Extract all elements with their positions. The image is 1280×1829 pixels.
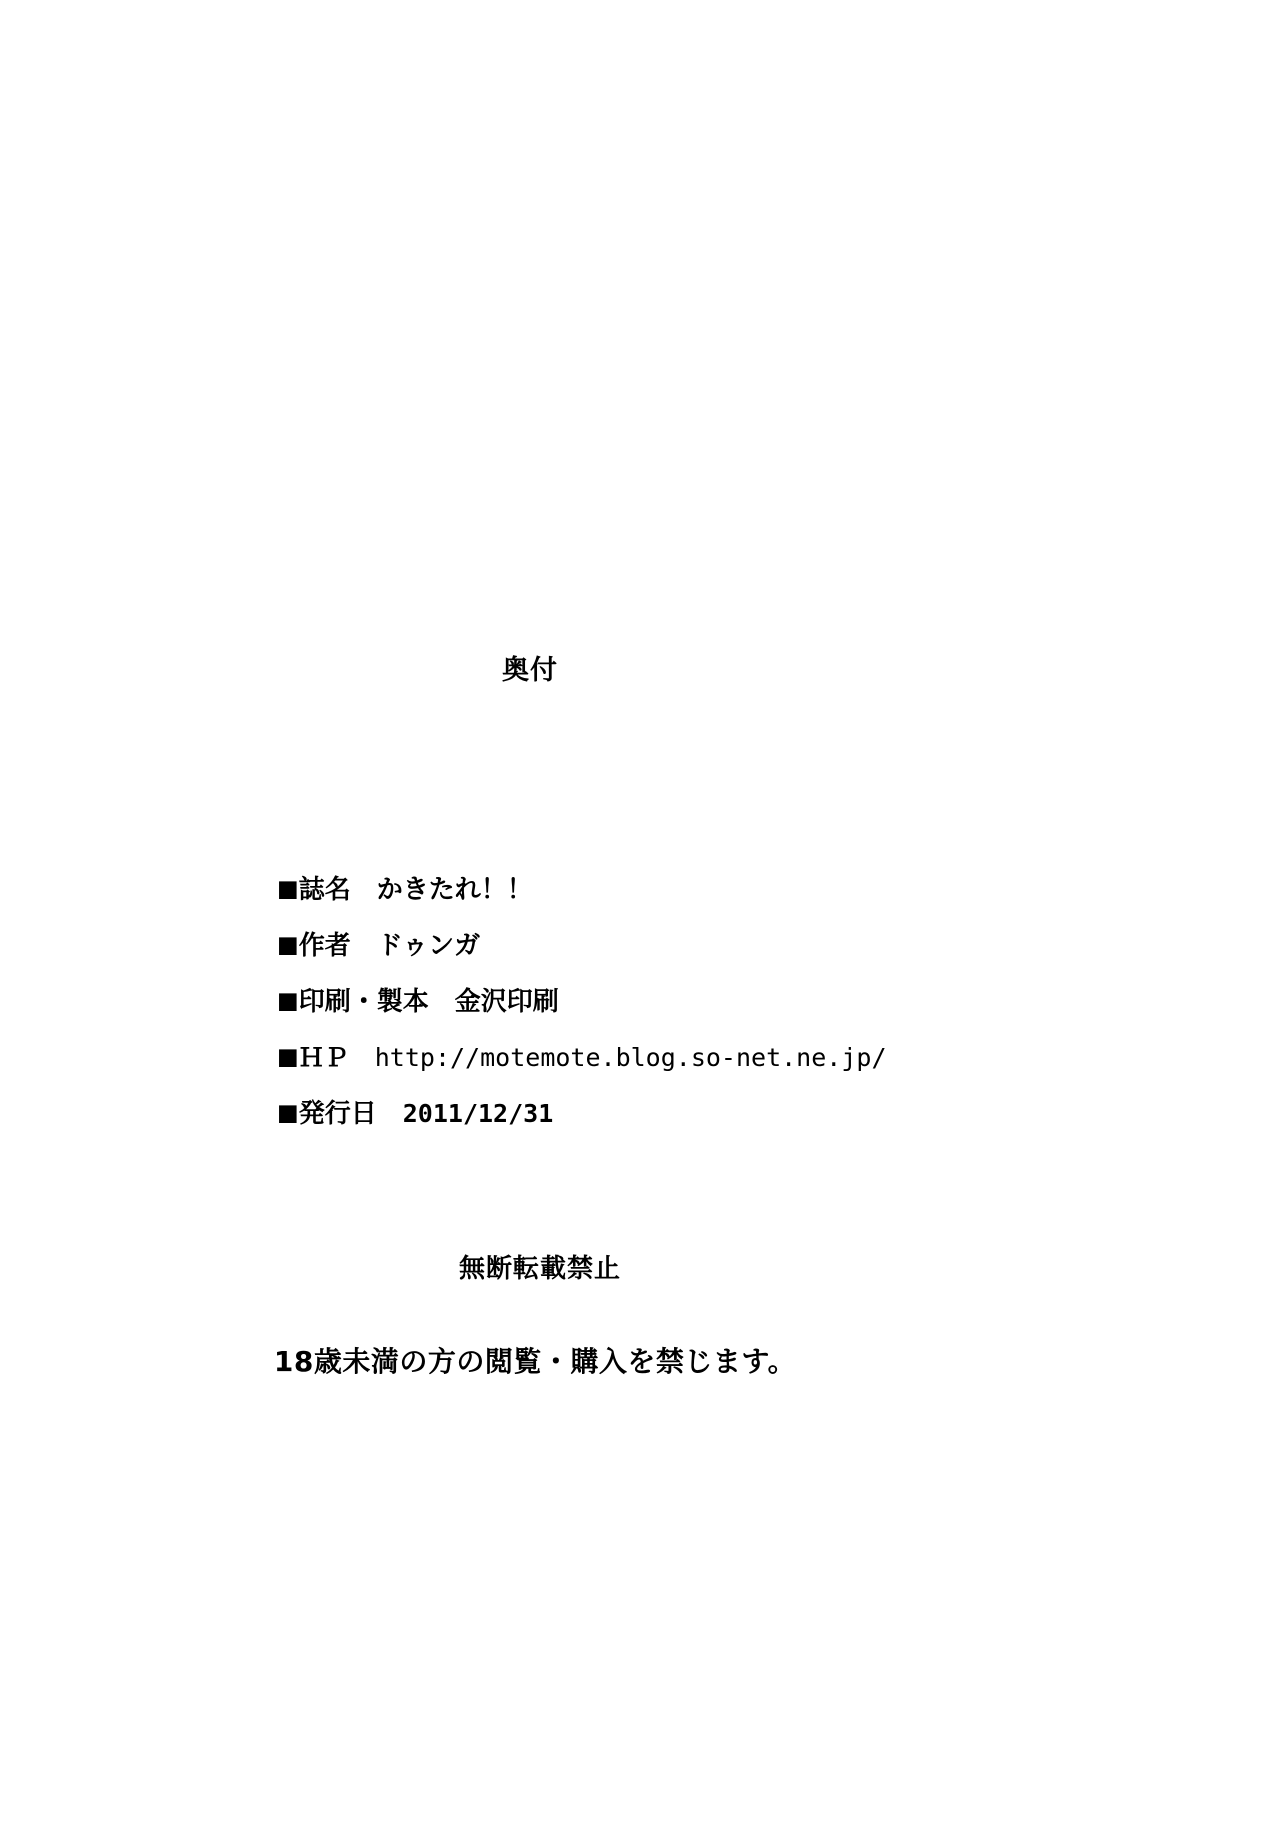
bullet-square-icon: ■	[277, 988, 299, 1014]
page-title: 奥付	[502, 655, 558, 686]
bullet-square-icon: ■	[277, 1044, 299, 1070]
info-label-printing: 印刷・製本	[298, 987, 429, 1017]
bullet-square-icon: ■	[277, 1100, 299, 1126]
info-value-author: ドゥンガ	[376, 931, 481, 961]
bullet-square-icon: ■	[277, 876, 299, 902]
info-value-title: かきたれ！！	[376, 875, 533, 905]
info-value-publish-date: 2011/12/31	[402, 1099, 554, 1128]
no-reprint-notice: 無断転載禁止	[458, 1254, 621, 1284]
bullet-square-icon: ■	[277, 932, 299, 958]
homepage-url-link[interactable]: http://motemote.blog.so-net.ne.jp/	[374, 1043, 887, 1072]
info-row-publish-date	[277, 1086, 1037, 1142]
info-value-printing: 金沢印刷	[454, 987, 559, 1017]
info-row-title	[277, 862, 1037, 918]
info-row-author	[277, 918, 1037, 974]
publication-info-list	[277, 862, 1037, 1142]
info-label-publish-date: 発行日	[298, 1099, 377, 1129]
info-row-homepage	[277, 1030, 1037, 1086]
age-restriction-notice: 18歳未満の方の閲覧・購入を禁じます。	[273, 1345, 797, 1378]
info-row-printing	[277, 974, 1037, 1030]
info-label-title: 誌名	[298, 875, 351, 905]
info-label-author: 作者	[298, 931, 351, 961]
info-label-homepage: ＨＰ	[298, 1043, 349, 1072]
